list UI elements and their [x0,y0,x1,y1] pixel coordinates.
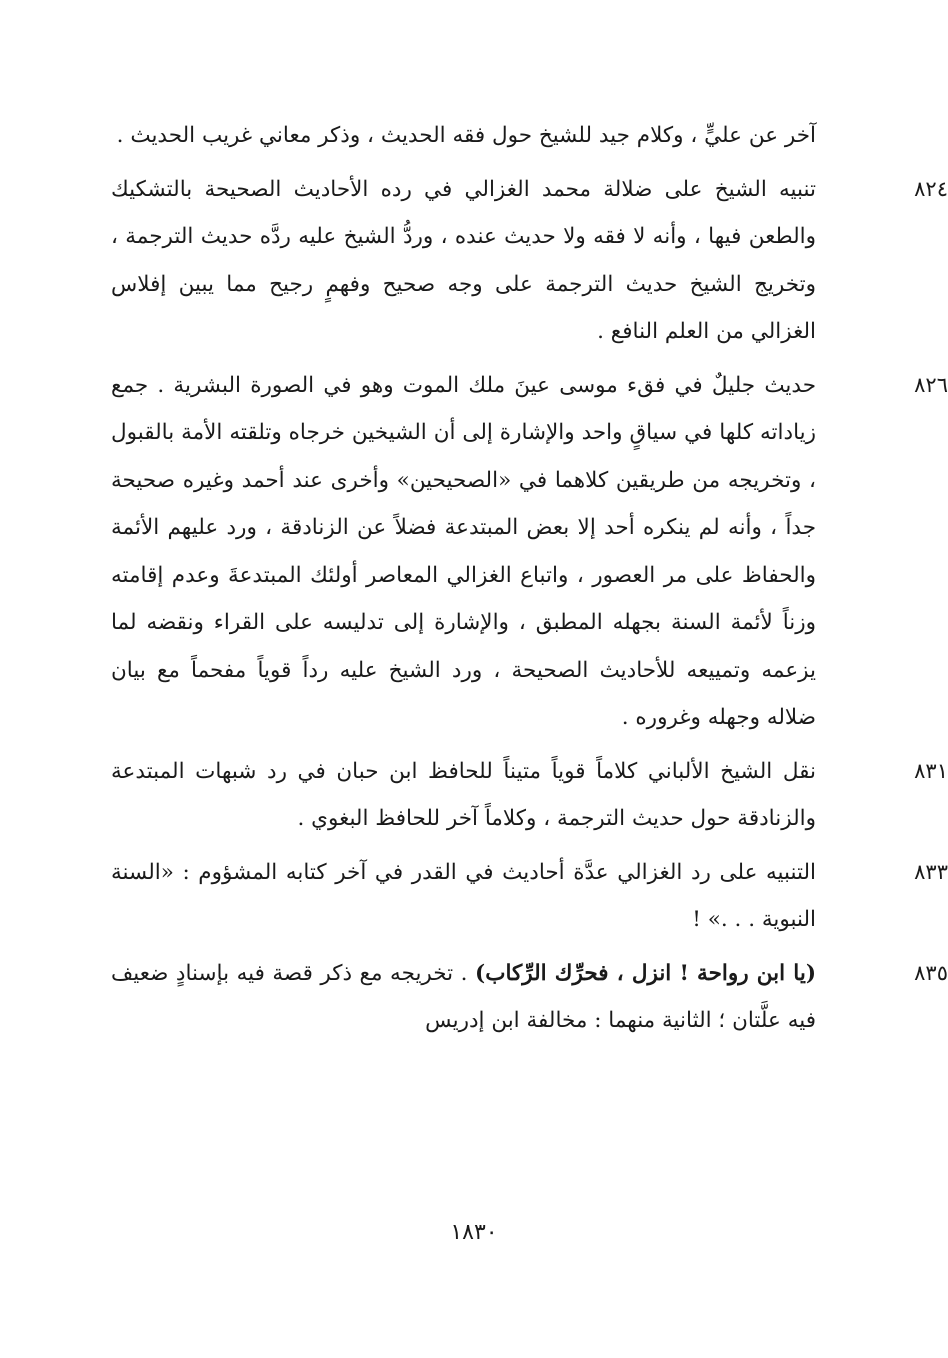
entry-number: ٨٣٣ [914,859,948,884]
entry-text: التنبيه على رد الغزالي عدَّة أحاديث في القدر في آخر كتابه المشؤوم : «السنة النبوية . . .» ! [111,859,816,932]
entry-text: حديث جليلٌ في فقء موسى عينَ ملك الموت وهو في الصورة البشرية . جمع زياداته كلها في سياقٍ واحد والإشارة إلى أن الشيخين خرجاه وتلقته الأمة بالقبول ، وتخريجه من طريقين كلاهما في «الصحيحين» وأخرى عند أحمد وغيره صحيحة جداً ، وأنه لم ينكره أحد إلا بعض المبتدعة فضلاً عن الزنادقة ، ورد عليهم الأئمة والحفاظ على مر العصور ، واتباع الغزالي المعاصر أولئك المبتدعةَ وعدم إقامته وزناً لأئمة السنة بجهله المطبق ، والإشارة إلى تدليسه على القراء ونقضه لما يزعمه وتمييعه للأحاديث الصحيحة ، ورد الشيخ عليه رداً قوياً مفحماً مع بيان ضلاله وجهله وغروره . [111,372,816,730]
entry-835 [111,950,948,1045]
entry-text: آخر عن عليٍّ ، وكلام جيد للشيخ حول فقه الحديث ، وذكر معاني غريب الحديث . [116,123,816,148]
page-number: ١٨٣٠ [450,1220,498,1245]
entry-text-rest: . تخريجه مع ذكر قصة فيه بإسنادٍ ضعيف فيه علَّتان ؛ الثانية منهما : مخالفة ابن إدريس [111,960,816,1033]
entry-833 [111,849,948,944]
entry-text [111,950,816,1045]
entry-824 [111,166,948,356]
entry-831 [111,748,948,843]
entry-826 [111,362,948,742]
entry-number: ٨٣٥ [914,960,948,985]
index-entries [111,112,948,1051]
entry-text: نقل الشيخ الألباني كلاماً قوياً متيناً للحافظ ابن حبان في رد شبهات المبتدعة والزنادقة حول حديث الترجمة ، وكلاماً آخر للحافظ البغوي . [111,758,816,831]
hadith-title: (يا ابن رواحة ! انزل ، فحرِّك الرِّكاب) [475,960,816,986]
entry-continuation [111,112,816,160]
entry-text: تنبيه الشيخ على ضلالة محمد الغزالي في رده الأحاديث الصحيحة بالتشكيك والطعن فيها ، وأنه لا فقه ولا حديث عنده ، وردُّ الشيخ عليه ردَّه حديث الترجمة ، وتخريج الشيخ حديث الترجمة على وجه صحيح وفهمٍ رجيح مما يبين إفلاس الغزالي من العلم النافع . [111,176,816,344]
entry-number: ٨٣١ [914,758,948,783]
entry-number: ٨٢٤ [914,176,948,201]
entry-number: ٨٢٦ [914,372,948,397]
